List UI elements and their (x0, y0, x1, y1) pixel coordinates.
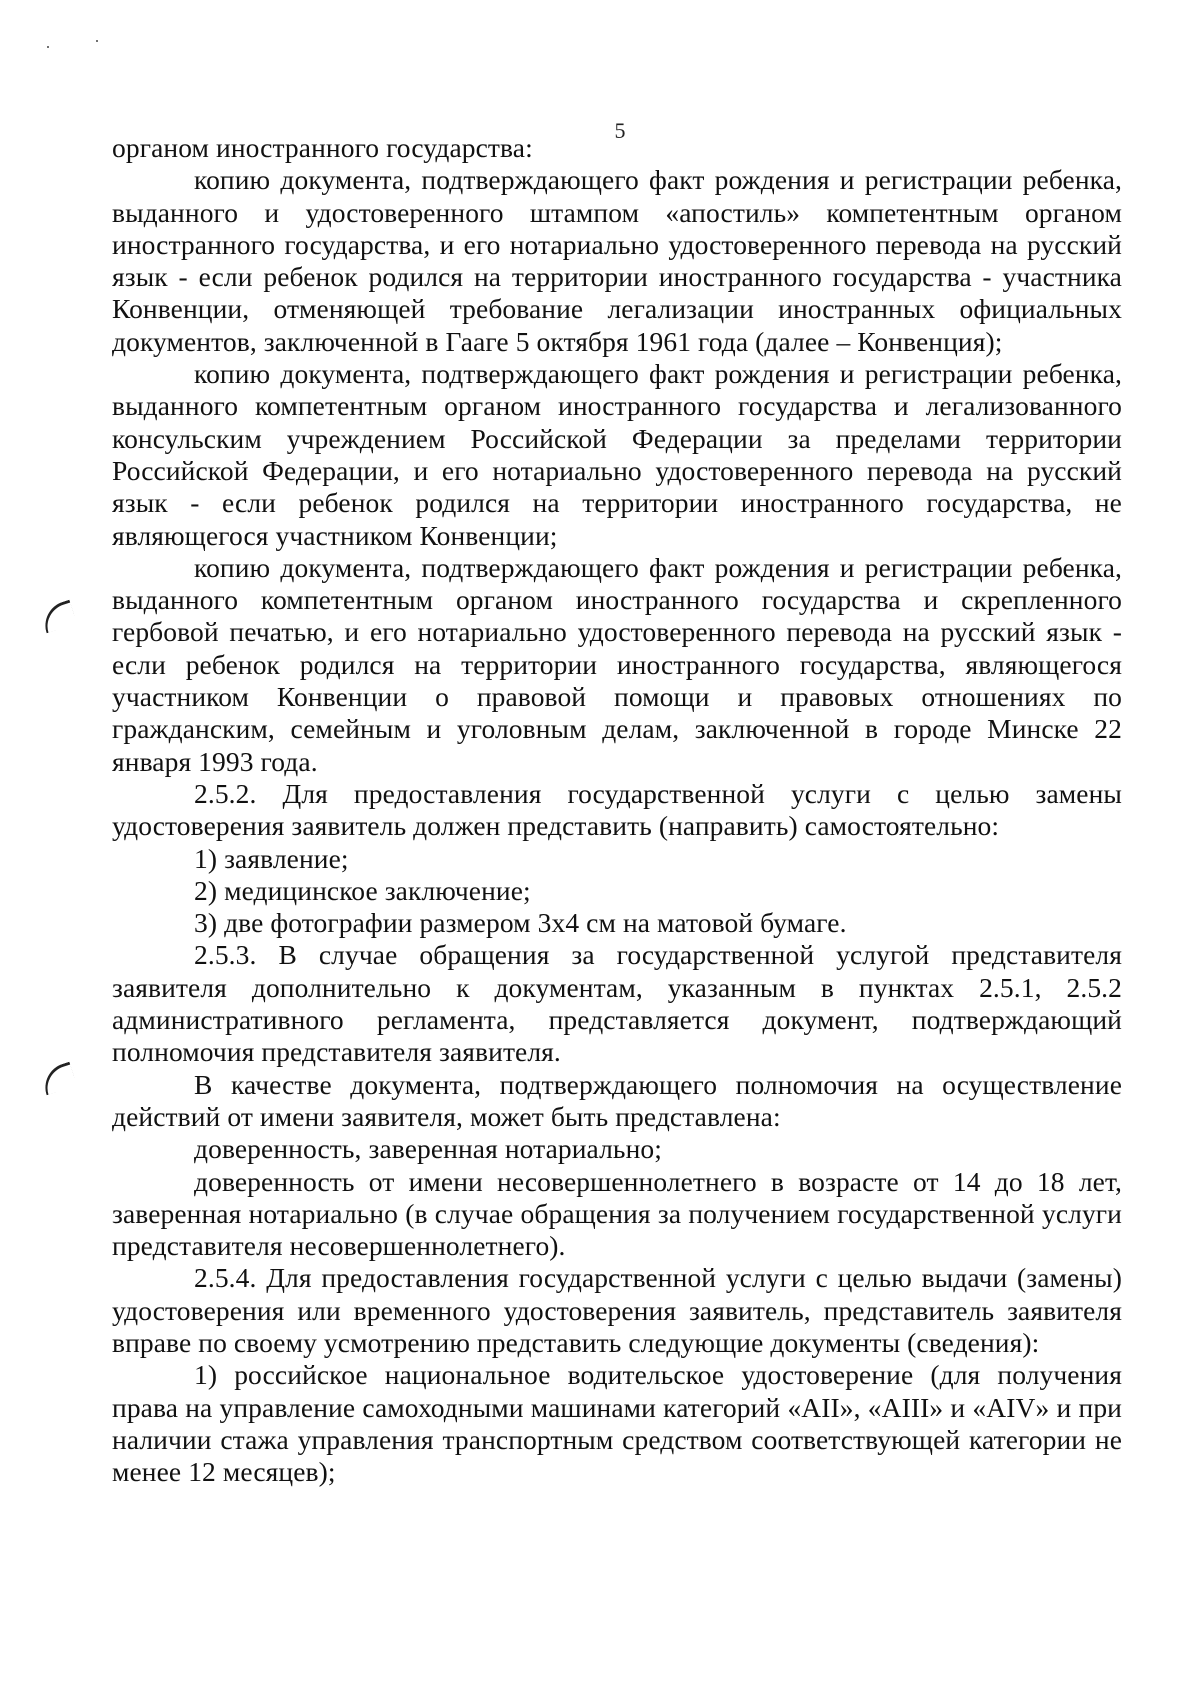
scan-speck (96, 40, 98, 42)
paragraph-legalized-copy: копию документа, подтверждающего факт рождения и регистрации ребенка, выданного компетентным органом иностранного государства и легализованного консульским учреждением Российской Федерации за пределами территории Российской Федерации, и его нотариально удостоверенного перевода на русский язык - если ребенок родился на территории иностранного государства, не являющегося участником Конвенции; (112, 358, 1122, 551)
paragraph-2-5-3: 2.5.3. В случае обращения за государственной услугой представителя заявителя дополнительно к документам, указанным в пунктах 2.5.1, 2.5.2 административного регламента, представляется документ, подтверждающий полномочия представителя заявителя. (112, 939, 1122, 1068)
hole-punch-mark (39, 1062, 77, 1096)
list-item-power-of-attorney: доверенность, заверенная нотариально; (194, 1133, 662, 1165)
list-item-medical: 2) медицинское заключение; (194, 874, 531, 906)
list-item-photos: 3) две фотографии размером 3x4 см на матовой бумаге. (194, 907, 847, 939)
list-item-application: 1) заявление; (194, 842, 349, 874)
document-body (112, 132, 1122, 1488)
paragraph-driver-license: 1) российское национальное водительское удостоверение (для получения права на управление самоходными машинами категорий «AII», «AIII» и «AIV» и при наличии стажа управления транспортным средством соответствующей категории не менее 12 месяцев); (112, 1359, 1122, 1488)
page-number: 5 (614, 118, 626, 143)
paragraph-continuation: органом иностранного государства: (112, 132, 533, 163)
paragraph-minor-power-of-attorney: доверенность от имени несовершеннолетнего в возрасте от 14 до 18 лет, заверенная нотариально (в случае обращения за получением государственной услуги представителя несовершеннолетнего). (112, 1165, 1122, 1262)
paragraph-apostille-copy: копию документа, подтверждающего факт рождения и регистрации ребенка, выданного и удостоверенного штампом «апостиль» компетентным органом иностранного государства, и его нотариально удостоверенного перевода на русский язык - если ребенок родился на территории иностранного государства - участника Конвенции, отменяющей требование легализации иностранных официальных документов, заключенной в Гааге 5 октября 1961 года (далее – Конвенция); (112, 164, 1122, 357)
paragraph-2-5-2: 2.5.2. Для предоставления государственной услуги с целью замены удостоверения заявитель должен представить (направить) самостоятельно: (112, 777, 1122, 842)
scan-speck (47, 46, 49, 48)
hole-punch-mark (39, 600, 77, 634)
paragraph-stamped-copy: копию документа, подтверждающего факт рождения и регистрации ребенка, выданного компетентным органом иностранного государства и скрепленного гербовой печатью, и его нотариально удостоверенного перевода на русский язык - если ребенок родился на территории иностранного государства, являющегося участником Конвенции о правовой помощи и правовых отношениях по гражданским, семейным и уголовным делам, заключенной в городе Минске 22 января 1993 года. (112, 551, 1122, 777)
paragraph-2-5-4: 2.5.4. Для предоставления государственной услуги с целью выдачи (замены) удостоверения или временного удостоверения заявитель, представитель заявителя вправе по своему усмотрению представить следующие документы (сведения): (112, 1262, 1122, 1358)
paragraph-authority-document: В качестве документа, подтверждающего полномочия на осуществление действий от имени заявителя, может быть представлена: (112, 1068, 1122, 1132)
